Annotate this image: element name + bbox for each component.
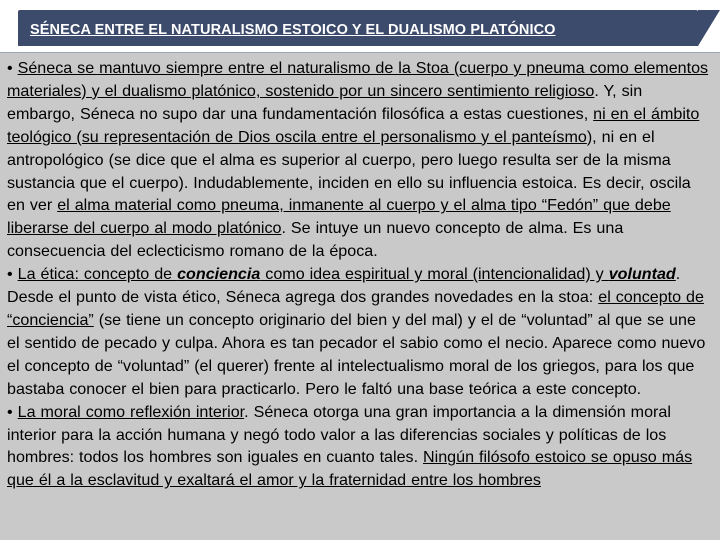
bullet: •: [7, 402, 13, 421]
paragraph-naturalism: [7, 57, 713, 263]
text-plain: ), ni en el antropológico (se dice que el alma es superior al cuerpo, pero luego resulta ser de la misma sustancia que el cuerpo). Indudablemente, inciden en ello su influencia estoica. Es decir, oscila en ver: [7, 127, 691, 215]
text-plain: . Se intuye un nuevo concepto de alma. Es una consecuencia del eclecticismo romano de la época.: [7, 219, 624, 261]
text-plain: (se tiene un concepto originario del bien y del mal) y el de “voluntad” al que se une el sentido de pecado y culpa. Ahora es tan pecador el sabio como el necio. Aparece como nuevo el concepto de “voluntad” (el querer) frente al intelectualismo moral de los griegos, para los que bastaba conocer el bien para practicarlo. Pero le faltó una base teórica a este concepto.: [7, 310, 706, 398]
paragraph-ethics: [7, 263, 713, 400]
text-underlined: Séneca se mantuvo siempre entre el naturalismo de la Stoa (cuerpo y pneuma como elementos materiales) y el dualismo platónico, sostenido por un sincero sentimiento religioso: [7, 59, 709, 100]
text-underlined: Ningún filósofo estoico se opuso más que él a la esclavitud y exaltará el amor y la fraternidad entre los hombres: [7, 448, 693, 490]
slide-title: SÉNECA ENTRE EL NATURALISMO ESTOICO Y EL DUALISMO PLATÓNICO: [30, 22, 556, 38]
bullet: •: [7, 265, 13, 284]
text-plain: . Y, sin embargo, Séneca no supo dar una fundamentación filosófica a estas cuestiones,: [7, 81, 643, 123]
text-underlined: ni en el ámbito teológico (su representación de Dios oscila entre el personalismo y el panteísmo: [7, 104, 700, 146]
text-plain: . Séneca otorga una gran importancia a la dimensión moral interior para la acción humana y negó todo valor a las diferencias sociales y políticas de los hombres: todos los hombres son iguales en cuanto tales.: [7, 402, 671, 467]
text-underlined: el concepto de “conciencia”: [7, 288, 704, 329]
text-underlined: La ética: concepto de: [17, 265, 178, 284]
slide-header: [0, 0, 720, 52]
text-plain: . Desde el punto de vista ético, Séneca agrega dos grandes novedades en la stoa:: [7, 265, 681, 307]
slide-content: [0, 52, 720, 540]
body-text: [7, 57, 713, 492]
text-underlined: como idea espiritual y moral (intencionalidad) y: [260, 265, 609, 284]
text-underlined: La moral como reflexión interior: [17, 402, 245, 421]
text-underlined: el alma material como pneuma, inmanente al cuerpo y el alma tipo “Fedón” que debe liberarse del cuerpo al modo platónico: [7, 196, 671, 238]
paragraph-moral: [7, 401, 713, 493]
bullet: •: [7, 59, 13, 77]
term-voluntad: voluntad: [608, 265, 676, 284]
term-conciencia: conciencia: [177, 265, 261, 284]
